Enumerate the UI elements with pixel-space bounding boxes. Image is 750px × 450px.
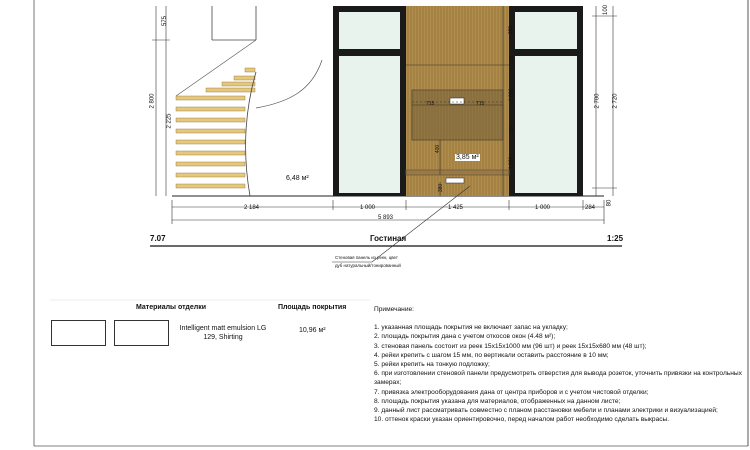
dim-window-5: 1 090 xyxy=(508,156,515,170)
dim-vertical-400: 400 xyxy=(435,144,442,154)
note-item: 3. стеновая панель состоит из реек 15х15х1000 мм (96 шт) и реек 15х15х680 мм (48 шт); xyxy=(374,342,647,350)
dim-bottom-3: 1 425 xyxy=(448,205,464,211)
note-item: 2. площадь покрытия дана с учетом откосов окон (4.48 м²); xyxy=(374,333,556,341)
dim-window-4: 10 xyxy=(508,127,515,133)
paint-name: Intelligent matt emulsion LG 129, Shirting xyxy=(179,325,267,341)
note-item: 4. рейки крепить с шагом 15 мм, по вертикали оставить расстояние в 10 мм; xyxy=(374,351,609,359)
window-right xyxy=(509,6,583,196)
dim-right-2: 2 720 xyxy=(612,93,619,109)
note-item: 1. указанная площадь покрытия не включает запас на укладку; xyxy=(374,324,568,332)
dim-tv-left: 715 xyxy=(426,101,435,107)
dim-left-2: 2 800 xyxy=(149,93,156,109)
drawing-title: Гостиная xyxy=(370,234,407,243)
callout-leader xyxy=(332,183,470,262)
dim-right-inner: 2 700 xyxy=(594,93,601,109)
dim-tv-right: 715 xyxy=(476,101,485,107)
note-item: 9. данный лист рассматривать совместно с планом расстановки мебели и планами электрики и визуализацией; xyxy=(374,407,718,415)
note-item: 10. оттенок краски указан ориентировочно, перед началом работ необходимо сделать выкрасы. xyxy=(374,416,670,424)
area-header: Площадь покрытия xyxy=(278,304,347,311)
dim-right-3: 80 xyxy=(606,199,613,207)
note-item: 5. рейки крепить на тонкую подложку; xyxy=(374,361,490,369)
drawing-scale: 1:25 xyxy=(607,234,624,243)
notes-heading: Примечание: xyxy=(374,306,414,313)
area-panel-label: 3,85 м² xyxy=(456,154,479,161)
window-left xyxy=(333,6,406,196)
material-swatch-2 xyxy=(114,320,169,346)
notes-block xyxy=(374,305,746,424)
note-item: 8. площадь покрытия указана для материалов, отображенных на данном листе; xyxy=(374,397,621,405)
dim-left-3: 2 225 xyxy=(166,113,173,129)
staircase xyxy=(176,6,322,196)
dim-right-1: 100 xyxy=(603,4,610,16)
callout-text-1: Стеновая панель из реек, цвет xyxy=(335,255,398,260)
area-wall-label: 6,48 м² xyxy=(286,175,309,182)
dim-window-2: 10 xyxy=(508,56,515,62)
drawing-number: 7.07 xyxy=(150,234,166,243)
dim-vertical-380: 380 xyxy=(438,183,445,193)
dim-bottom-5: 284 xyxy=(585,205,596,211)
dim-bottom-1: 2 184 xyxy=(244,205,260,211)
note-item: 7. привязка электрооборудования дана от центра приборов и с учетом чистовой отделки; xyxy=(374,388,649,396)
note-item: 6. при изготовлении стеновой панели предусмотреть отверстия для вывода розеток, уточнить привязки на контрольных замерах; xyxy=(374,370,742,387)
dim-bottom-2: 1 000 xyxy=(360,205,376,211)
materials-header: Материалы отделки xyxy=(136,304,206,311)
dim-total: 5 893 xyxy=(378,215,394,221)
dim-bottom-4: 1 000 xyxy=(535,205,551,211)
callout-text-2: дуб натуральный/тонированный xyxy=(335,263,401,268)
material-swatch-1 xyxy=(51,320,106,346)
dim-left-1: 575 xyxy=(162,15,169,27)
dim-window-3: 1 000 xyxy=(508,88,515,102)
dim-window-1: 660 xyxy=(508,25,515,35)
paint-area: 10,96 м² xyxy=(299,327,326,334)
